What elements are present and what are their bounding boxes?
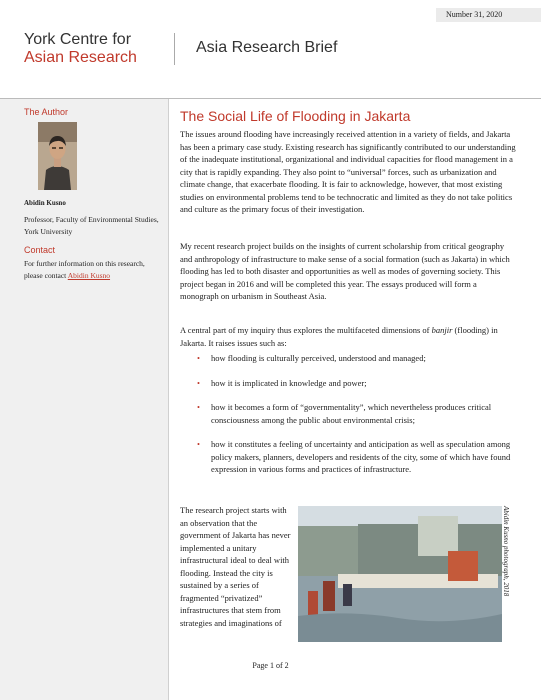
contact-heading: Contact [24, 245, 56, 255]
paragraph-3-end: (flooding) in Jakarta. It raises issues such as: [180, 325, 498, 348]
list-item [180, 377, 517, 390]
bullet-icon: • [197, 353, 200, 363]
flood-photo [298, 506, 502, 642]
bullet-icon: • [197, 439, 200, 449]
issue-list [180, 352, 517, 488]
list-item-text: how it becomes a form of “governmentality”, which nevertheless produces critical consciousness among the public about environmental crisis; [211, 402, 492, 425]
paragraph-3-start: A central part of my inquiry thus explores the multifaceted dimensions of [180, 325, 432, 335]
contact-text-body: For further information on this research, please contact [24, 259, 145, 280]
paragraph-4: The research project starts with an observation that the government of Jakarta has never implemented a unitary infrastructural ideal to deal with flooding. Instead the city is sustained by a series of fragmented “privatized” infrastructures that stem from strategies and imaginations of [180, 505, 291, 628]
author-photo [38, 122, 77, 190]
author-heading: The Author [24, 107, 69, 117]
list-item [180, 438, 517, 476]
list-item [180, 352, 517, 365]
list-item [180, 401, 517, 426]
sidebar [0, 99, 168, 700]
contact-link[interactable]: Abidin Kusno [67, 271, 111, 280]
contact-text [24, 258, 162, 282]
paragraph-3-term: banjir [431, 325, 453, 335]
sidebar-divider [168, 99, 169, 700]
article-title: The Social Life of Flooding in Jakarta [180, 108, 411, 124]
bullet-icon: • [197, 402, 200, 412]
paragraph-3 [180, 324, 517, 349]
logo-line-1: York Centre for [24, 31, 132, 48]
paragraph-1: The issues around flooding have increasingly received attention in a variety of fields, and Jakarta has been a primary case study. Existing research has significantly contributed to our understanding of the inadequate institutional, organizational and individual capacities for flood management in a city that is rapidly expanding. They also point to “universal” forces, such as urbanization and climate change, that exacerbate flooding. It is fair to acknowledge, however, that most existing studies on environmental problems tend to be technocratic and limited as they do not take politics and culture as the primary focus of their investigation. [180, 129, 516, 214]
logo [24, 31, 137, 67]
list-item-text: how it constitutes a feeling of uncertainty and anticipation as well as speculation among policy makers, planners, developers and residents of the city, some of which have found expression in various forms and practices of infrastructure. [211, 439, 511, 474]
author-role: Professor, Faculty of Environmental Studies, York University [24, 215, 159, 236]
photo-caption: Abidin Kusno photograph, 2018 [502, 506, 510, 597]
series-title: Asia Research Brief [196, 39, 338, 56]
list-item-text: how flooding is culturally perceived, understood and managed; [211, 353, 426, 363]
header-divider [174, 33, 175, 65]
author-name: Abidin Kusno [24, 199, 66, 207]
list-item-text: how it is implicated in knowledge and power; [211, 377, 367, 388]
bullet-icon: • [197, 377, 200, 388]
logo-line-2: Asian Research [24, 49, 137, 66]
issue-number: Number 31, 2020 [436, 8, 541, 22]
page-number: Page 1 of 2 [252, 661, 289, 670]
paragraph-2: My recent research project builds on the insights of current scholarship from critical geography and anthropology of infrastructure to make sense of a social formation (such as Jakarta) in which flooding has led to both disaster and opportunities as well as modes of governing society. This project began in 2016 and will be completed this year. The essays produced will form a monograph on urbanism in Southeast Asia. [180, 241, 510, 301]
